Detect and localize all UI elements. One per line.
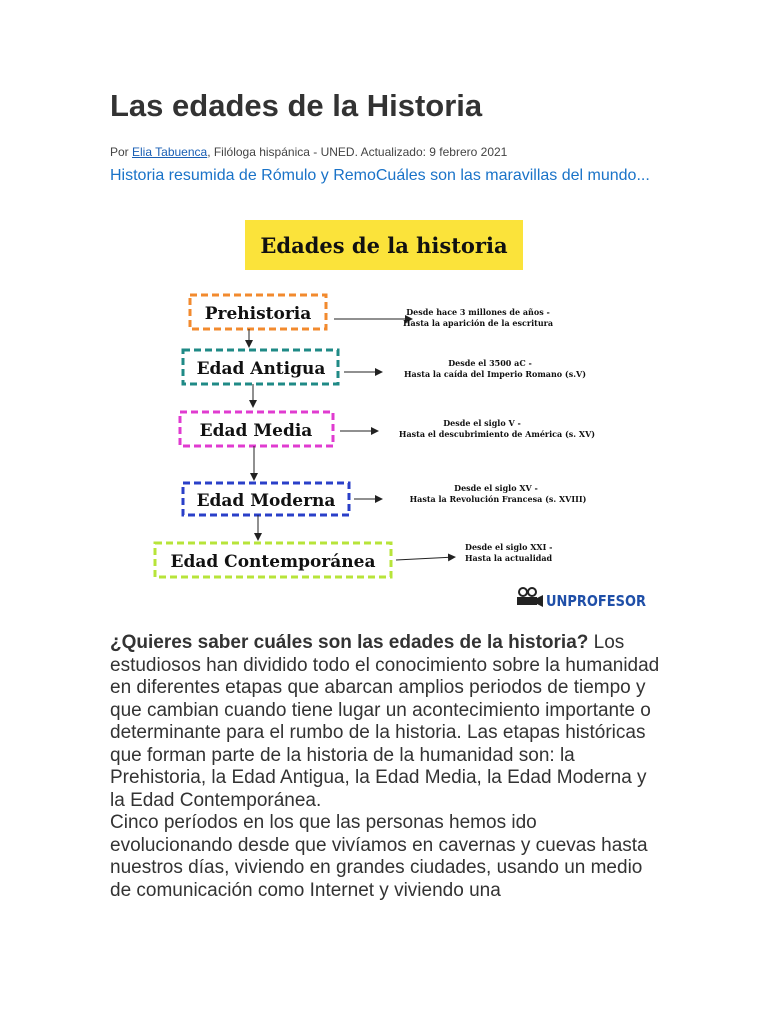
- age-item-prehistoria: [190, 295, 553, 329]
- related-articles-link[interactable]: Historia resumida de Rómulo y RemoCuáles son las maravillas del mundo...: [110, 167, 650, 184]
- infographic-label: Hasta el descubrimiento de América (s. XV): [398, 429, 596, 439]
- infographic-shape: [517, 597, 537, 605]
- paragraph-1: [110, 632, 662, 812]
- article-body: [110, 632, 662, 902]
- ages-infographic: [150, 215, 655, 615]
- infographic-label: Edad Moderna: [196, 491, 336, 511]
- infographic-label: Edad Contemporánea: [170, 552, 376, 572]
- paragraph-1-text: Los estudiosos han dividido todo el conocimiento sobre la humanidad en diferentes etapas que abarcan amplios periodos de tiempo y que cambian cuando tiene lugar un acontecimiento importante o determinante para el rumbo de la historia. Las etapas históricas que forman parte de la historia de la humanidad son: la Prehistoria, la Edad Antigua, la Edad Media, la Edad Moderna y la Edad Contemporánea.: [110, 632, 660, 811]
- infographic-label: Prehistoria: [204, 304, 312, 324]
- infographic-label: Desde el siglo XV -: [454, 483, 538, 493]
- age-item-edad-contemporanea: [155, 542, 553, 577]
- infographic-shape: [537, 595, 543, 607]
- lead-question: ¿Quieres saber cuáles son las edades de la historia?: [110, 632, 589, 653]
- infographic-label: Hasta la caída del Imperio Romano (s.V): [404, 369, 586, 379]
- infographic-label: Hasta la actualidad: [465, 553, 553, 563]
- age-item-edad-media: [180, 412, 595, 446]
- infographic-shape: [519, 588, 527, 596]
- infographic-label: Edad Antigua: [196, 359, 326, 379]
- infographic-shape: [528, 588, 536, 596]
- infographic-label: Desde el 3500 aC -: [448, 358, 532, 368]
- age-item-edad-antigua: [183, 350, 586, 384]
- infographic-shape: [396, 557, 455, 560]
- unprofesor-logo: [517, 588, 646, 610]
- byline-suffix: , Filóloga hispánica - UNED. Actualizado: 9 febrero 2021: [207, 145, 508, 159]
- film-camera-icon: [517, 588, 543, 607]
- byline: [110, 145, 507, 159]
- infographic-label: Desde el siglo XXI -: [465, 542, 553, 552]
- byline-prefix: Por: [110, 145, 133, 159]
- infographic-label: Edad Media: [199, 421, 313, 441]
- infographic-label: Desde el siglo V -: [443, 418, 521, 428]
- infographic-title: Edades de la historia: [260, 233, 508, 258]
- paragraph-2: Cinco períodos en los que las personas hemos ido evolucionando desde que vivíamos en cavernas y cuevas hasta nuestros días, viviendo en grandes ciudades, usando un medio de comunicación como Internet y viviendo una: [110, 812, 648, 901]
- page-title: Las edades de la Historia: [110, 88, 483, 123]
- author-link[interactable]: Elia Tabuenca: [132, 145, 208, 159]
- age-item-edad-moderna: [183, 483, 587, 515]
- infographic-label: Hasta la Revolución Francesa (s. XVIII): [409, 494, 587, 504]
- infographic-label: Hasta la aparición de la escritura: [402, 318, 554, 328]
- infographic-label: Desde hace 3 millones de años -: [406, 307, 550, 317]
- logo-text: UNPROFESOR: [546, 592, 647, 610]
